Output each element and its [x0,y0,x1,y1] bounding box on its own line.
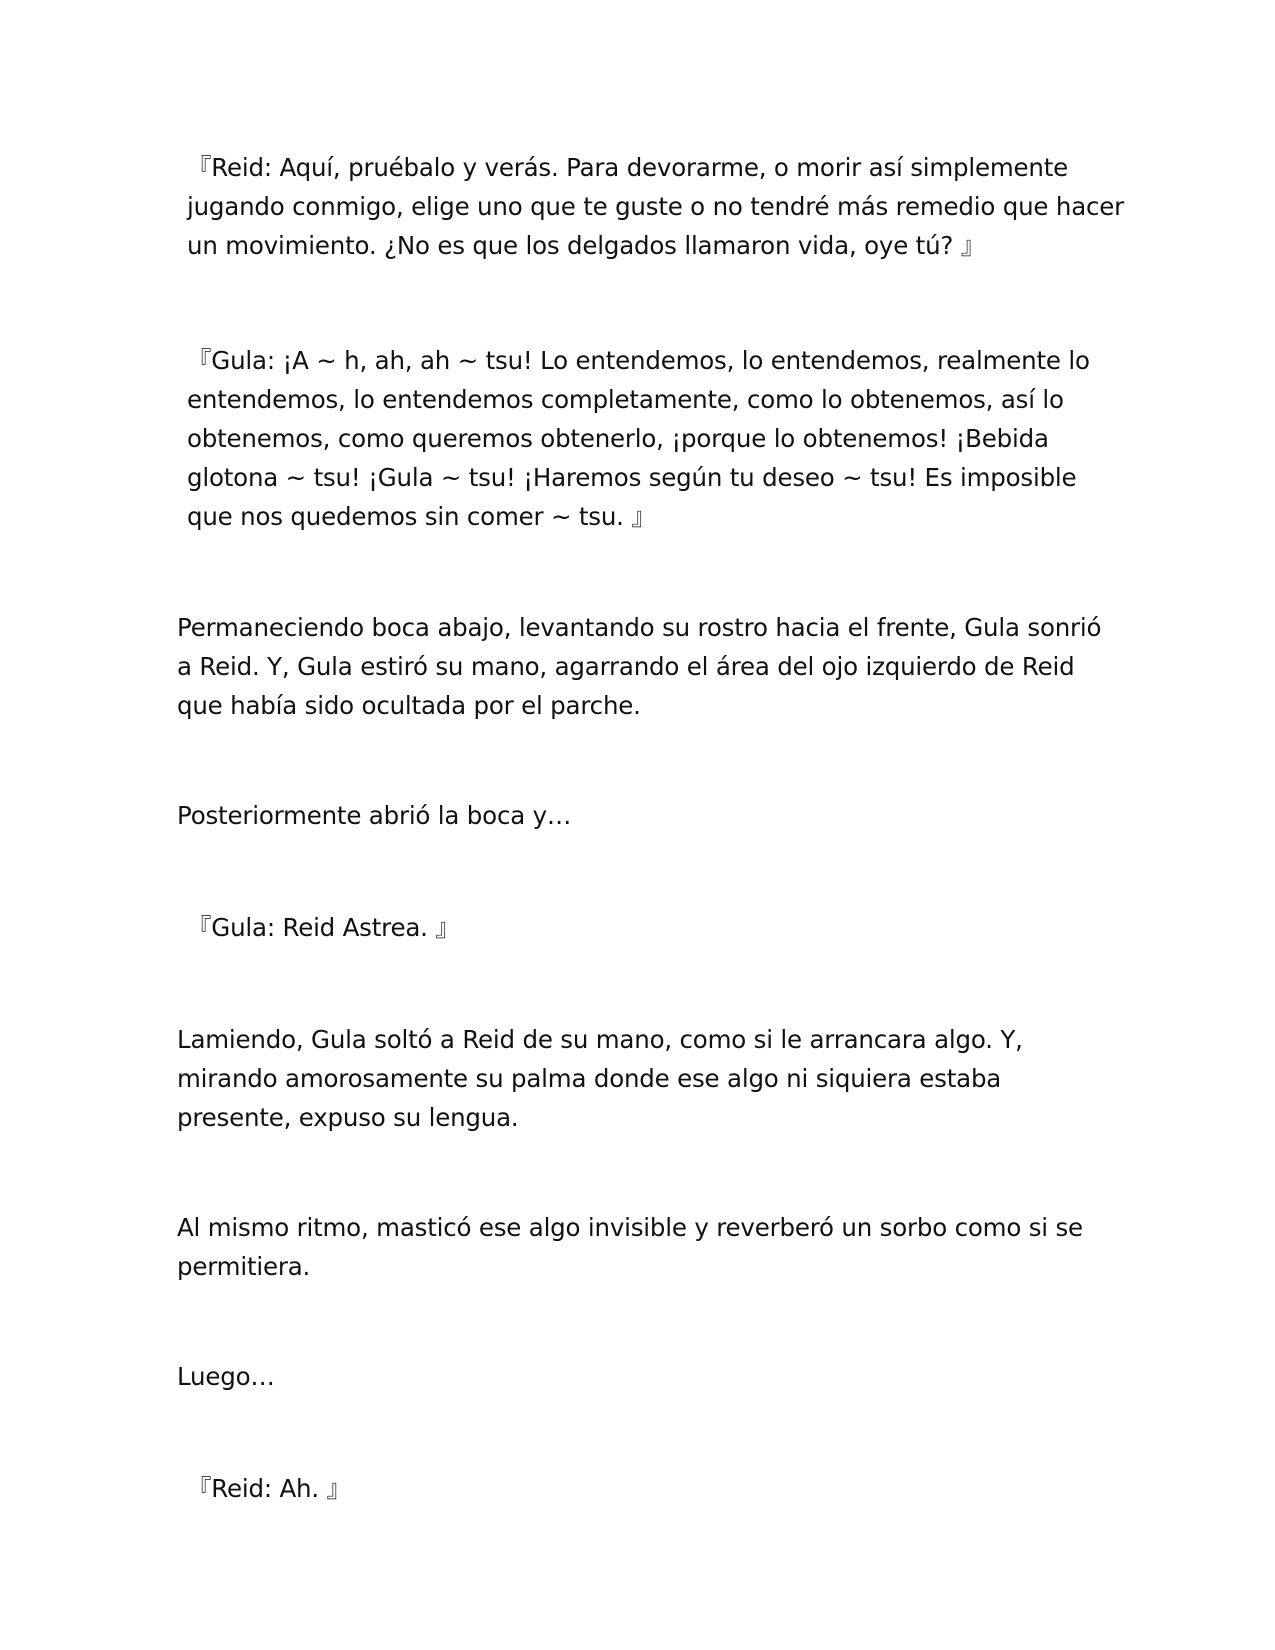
dialogue-gula-1: 『Gula: ¡A ~ h, ah, ah ~ tsu! Lo entendemos, lo entendemos, realmente lo entendemos, lo entendemos completamente, como lo obtenemos, así lo obtenemos, como queremos obtenerlo, ¡porque lo obtenemos! ¡Bebida glotona ~ tsu! ¡Gula ~ tsu! ¡Haremos según tu deseo ~ tsu! Es imposible que nos quedemos sin comer ~ tsu. 』 [187,346,1090,531]
narration-paragraph: Lamiendo, Gula soltó a Reid de su mano, como si le arrancara algo. Y, mirando amorosamente su palma donde ese algo ni siquiera estaba presente, expuso su lengua. [177,1025,1023,1132]
narration-paragraph: Posteriormente abrió la boca y… [177,801,572,830]
dialogue-gula-2: 『Gula: Reid Astrea. 』 [187,913,460,942]
narration-paragraph: Permaneciendo boca abajo, levantando su rostro hacia el frente, Gula sonrió a Reid. Y, Gula estiró su mano, agarrando el área del ojo izquierdo de Reid que había sido ocultada por el parche. [177,613,1102,720]
dialogue-reid-2: 『Reid: Ah. 』 [187,1474,351,1503]
narration-paragraph: Luego… [177,1362,275,1391]
narration-paragraph: Al mismo ritmo, masticó ese algo invisible y reverberó un sorbo como si se permitiera. [177,1213,1083,1281]
dialogue-reid-1: 『Reid: Aquí, pruébalo y verás. Para devorarme, o morir así simplemente jugando conmigo, elige uno que te guste o no tendré más remedio que hacer un movimiento. ¿No es que los delgados llamaron vida, oye tú? 』 [187,153,1125,260]
